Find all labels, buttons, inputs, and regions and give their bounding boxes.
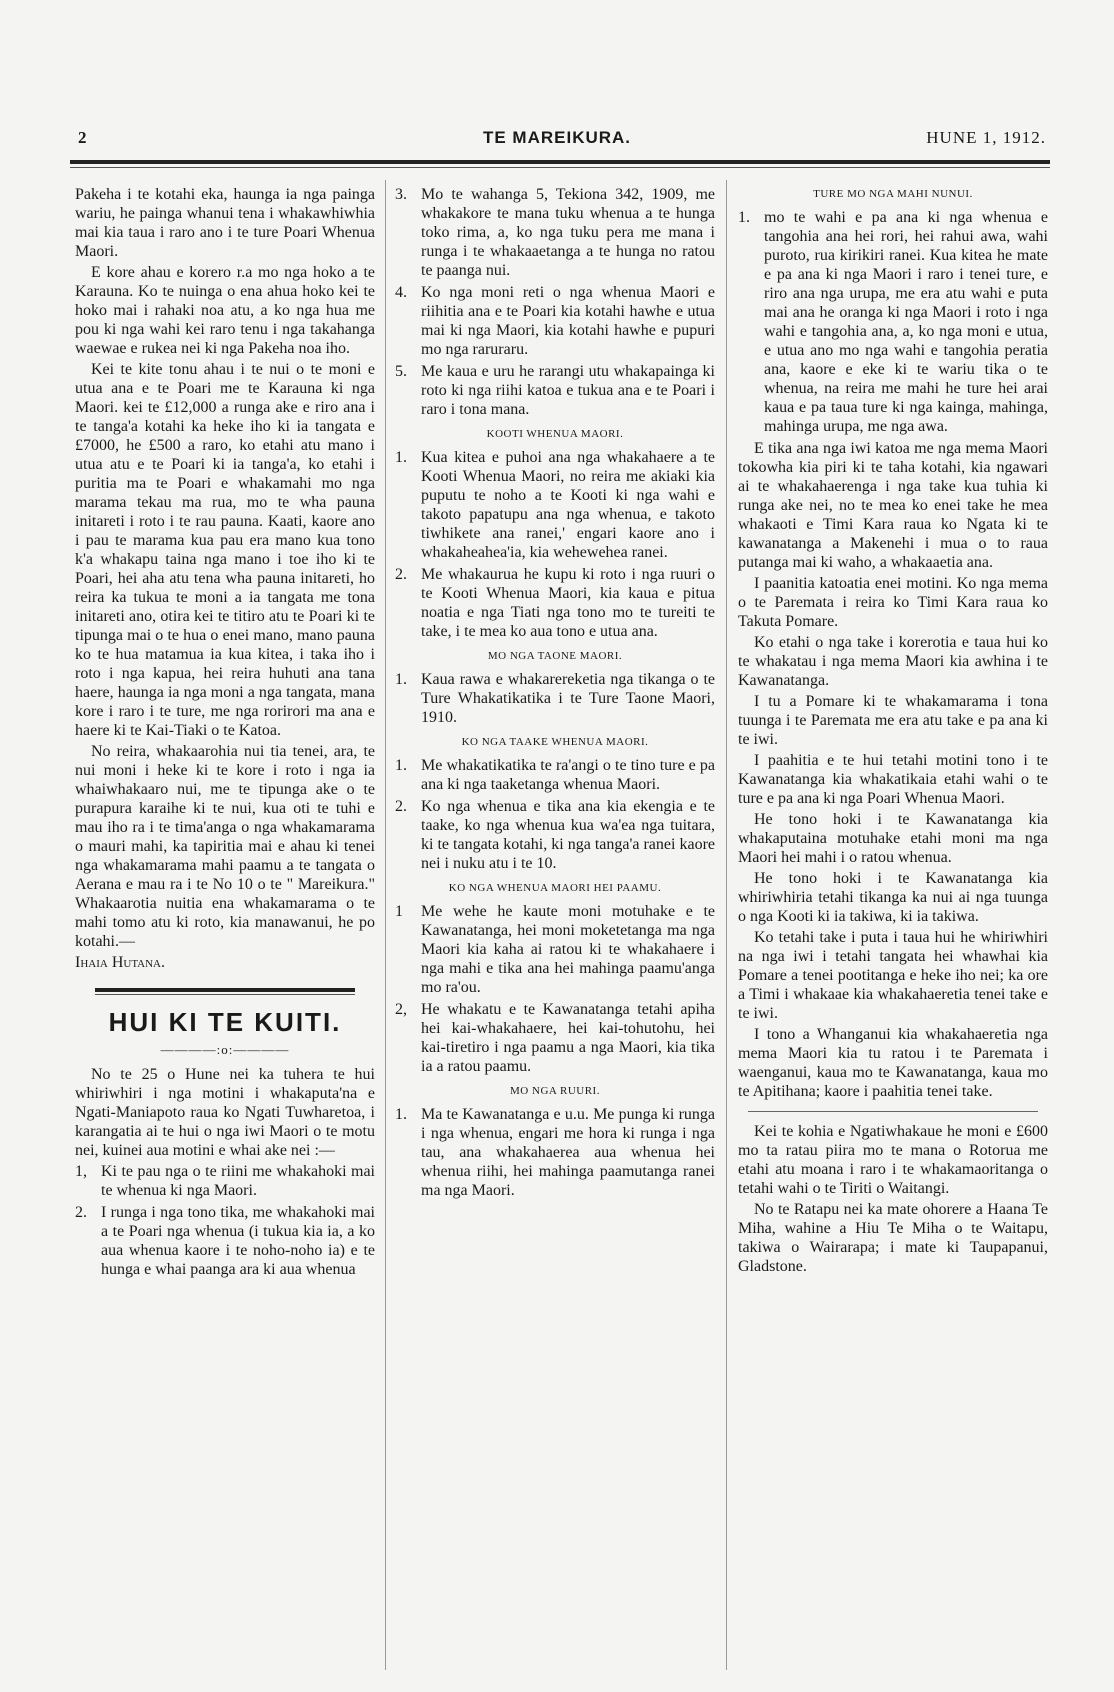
list-item: [395, 670, 715, 727]
list-item: [395, 185, 715, 280]
item-number: 1: [395, 903, 403, 920]
subsection-heading: TURE MO NGA MAHI NUNUI.: [813, 188, 973, 200]
article-paragraph: Ko tetahi take i puta i taua hui he whiriwhiri na nga iwi i tetahi tangata hei whawhai kia Pomare a tenei pootitanga e heke iho nei; ka ore a Timi i whakaae kia whakahaeretia tenei take e te iwi.: [738, 929, 1048, 1022]
list-item: [395, 902, 715, 997]
item-number: 1.: [395, 1106, 407, 1123]
article-paragraph: Kei te kite tonu ahau i te nui o te moni e utua ana e te Poari me te Karauna ki nga Maori. kei te £12,000 a runga ake e riro ana i te tanga'a kotahi ka heke iho ki ia tangata e £7000, he £500 a raro, ko etahi atu mano i utua atu e te Poari ki ia tanga'a, ko etahi i puritia ma te Poari e whakamahi mo nga marama tekau ma rua, mo te wha pauna initareti i roto i te rau pauna. Kaati, kaore ano i pau te marama kua pau era mano kua tono k'a whakapu taina nga mano i toe iho ki te Poari, hei aha atu tena wha pauna initareti, ho reira ka tukua te moni a ia tangata me tona initareti ano, otira kei te titiro atu te Poari ki te tipunga mai o te hua o enei mano, mano pauna ko te hua matamua ia kua kitea, i taka iho i roto i nga kapua, hei reira huhuti ana tana haere, haunga ia nga moni a nga tangata, mana kore i raro i te ture, me nga rorirori ma ana e haere ki te Kai-Tiaki o te Katoa.: [75, 361, 375, 739]
list-item: [395, 283, 715, 359]
newspaper-title: TE MAREIKURA.: [482, 128, 632, 147]
item-text: I runga i nga tono tika, me whakahoki mai a te Poari nga whenua (i tukua kia ia, a ko aua whenua kaore i te noho-noho ia) e te hunga e whai paanga ara ki aua whenua: [101, 1204, 375, 1278]
list-item: [395, 756, 715, 794]
article-paragraph: I tono a Whanganui kia whakahaeretia nga mema Maori kia tu ratou i te Paremata i waenganui, kaua mo te Kawanatanga, kaua mo te Apitihana; kaore i paahitia tenei take.: [738, 1026, 1048, 1100]
subsection-heading: MO NGA TAONE MAORI.: [487, 650, 623, 662]
article-paragraph: He tono hoki i te Kawanatanga kia whiriwhiria tetahi tikanga ka nui ai nga tuunga o nga Kooti ki ia takiwa, ki ia takiwa.: [738, 870, 1048, 925]
item-text: Me whakatikatika te ra'angi o te tino ture e pa ana ki nga taaketanga whenua Maori.: [421, 757, 715, 793]
list-item: [395, 448, 715, 562]
article-paragraph: No te 25 o Hune nei ka tuhera te hui whiriwhiri i nga motini i whakaputa'na e Ngati-Maniapoto raua ko Ngati Tuwharetoa, i karangatia ai te hui o nga iwi Maori o te motu nei, kuinei aua motini e whai ake nei :—: [75, 1066, 375, 1159]
header-rule-thin: [70, 167, 1050, 168]
item-number: 1.: [395, 757, 407, 774]
list-item: [395, 565, 715, 641]
item-number: 2.: [395, 566, 407, 583]
item-text: Ma te Kawanatanga e u.u. Me punga ki runga i nga whenua, engari me hora ki runga i nga tau, ana whakahaerea aua whenua hei whenua riihi, hei mahinga paamutanga ranei ma nga Maori.: [421, 1106, 715, 1199]
item-text: Ki te pau nga o te riini me whakahoki mai te whenua ki nga Maori.: [101, 1163, 375, 1199]
issue-date: HUNE 1, 1912.: [926, 128, 1046, 147]
section-rule-thick: [95, 988, 355, 992]
list-item: [75, 1162, 375, 1200]
column-1: [75, 185, 375, 1282]
section-rule-thin: [95, 994, 355, 995]
item-text: Me kaua e uru he rarangi utu whakapainga ki roto ki nga riihi katoa e tukua ana e te Poari i raro i tona mana.: [421, 363, 715, 418]
item-text: Mo te wahanga 5, Tekiona 342, 1909, me whakakore te mana tuku whenua a te hunga toko rima, a, ko nga tuku pera me mana i runga i te whakaaetanga a te hunga no ratou te paanga nui.: [421, 186, 715, 279]
headline-ornament: ————:o:————: [160, 1042, 290, 1057]
item-text: Ko nga whenua e tika ana kia ekengia e te taake, ko nga whenua kua wa'ea nga tuitara, ki te tangata kotahi, ki nga tanga'a ranei kaore nei i nuku atu i te 10.: [421, 798, 715, 872]
subsection-heading: KO NGA WHENUA MAORI HEI PAAMU.: [448, 882, 662, 894]
item-text: Me wehe he kaute moni motuhake e te Kawanatanga, hei moni moketetanga ma nga Maori kia kaha ai ratou ki te whakahaere i nga mahi e tika ana hei mahinga paamu'anga mo ra'ou.: [421, 903, 715, 996]
article-paragraph: No te Ratapu nei ka mate ohorere a Haana Te Miha, wahine a Hiu Te Miha o te Waitapu, takiwa o Wairarapa; i mate ki Taupapanui, Gladstone.: [738, 1201, 1048, 1275]
list-item: [395, 797, 715, 873]
item-text: Me whakaurua he kupu ki roto i nga ruuri o te Kooti Whenua Maori, kia kaua e pitua noatia e nga Tiati nga tono mo te tureiti te take, i te mea ko aua tono e utua ana.: [421, 566, 715, 640]
item-number: 3.: [395, 186, 407, 203]
article-paragraph: Ko etahi o nga take i korerotia e taua hui ko te whakatau i nga mema Maori kia awhina i te Kawanatanga.: [738, 634, 1048, 689]
section-rule: [748, 1111, 1038, 1112]
item-number: 2.: [75, 1204, 87, 1221]
item-text: Ko nga moni reti o nga whenua Maori e riihitia ana e te Poari kia kotahi hawhe e utua mai ki nga Maori, kia kotahi hawhe e pupuri mo nga raruraru.: [421, 284, 715, 358]
author-signature: Ihaia Hutana.: [75, 954, 165, 971]
item-text: mo te wahi e pa ana ki nga whenua e tangohia ana hei rori, hei rahui awa, wahi puroto, rua kirikiri ranei. Kua kitea he mate e pa ana ki nga Maori i raro i tenei ture, e riro ana nga urupa, me era atu wahi e puta mai ana he oranga ki nga Maori i roto i nga wahi e tangohia ana, a, ko nga moni e utua, e utua ano mo nga wahi e tangohia peratia ana, kaore e eke ki te wariu tika o te whenua, na reira me mahi he ture hei arai kaua e pa taua ture ki nga kainga, mahinga, mahinga urupa, me nga awa.: [764, 209, 1048, 435]
item-number: 1,: [75, 1163, 87, 1180]
article-paragraph: Pakeha i te kotahi eka, haunga ia nga painga wariu, he painga whanui tena i whakawhiwhia mai kia taua i raro ano i te ture Poari Whenua Maori.: [75, 186, 375, 260]
column-2: [395, 185, 715, 1203]
item-text: Kua kitea e puhoi ana nga whakahaere a te Kooti Whenua Maori, no reira me akiaki kia puputu te noho a te Kooti ki nga wahi e takoto papatupu ana nga whenua, e takoto tiwhikete ana ranei,' engari kaore ano i whakaheahea'ia, kia wehewehea ranei.: [421, 449, 715, 561]
list-item: [738, 208, 1048, 436]
page-number: 2: [78, 128, 87, 147]
item-number: 1.: [395, 449, 407, 466]
item-number: 1.: [395, 671, 407, 688]
article-headline: HUI KI TE KUITI.: [108, 1007, 342, 1037]
article-paragraph: I tu a Pomare ki te whakamarama i tona tuunga i te Paremata me era atu take e pa ana ki te iwi.: [738, 693, 1048, 748]
article-paragraph: I paahitia e te hui tetahi motini tono i te Kawanatanga kia whakatikaia etahi wahi o te ture e pa ana ki nga Poari Whenua Maori.: [738, 752, 1048, 807]
item-number: 5.: [395, 363, 407, 380]
item-number: 4.: [395, 284, 407, 301]
item-number: 2.: [395, 798, 407, 815]
item-text: He whakatu e te Kawanatanga tetahi apiha hei kai-whakahaere, hei kai-tohutohu, hei kai-tiretiro i nga paamu a nga Maori, kia tika ia a ratou paamu.: [421, 1001, 715, 1075]
article-paragraph: No reira, whakaarohia nui tia tenei, ara, te nui moni i heke ki te kore i roto i nga ia whaiwhakaaro nui, me te tipunga ake o te purapura karaihe ki te nui, kua oti te tuhi e mau iho ra i te tima'anga o nga whakamarama o mauri mahi, ka tapiritia mai e ahau ki tenei nga whakamarama mahi paamu a te tangata o Aerana e mau ra i te No 10 o te " Mareikura." Whakaarotia nuitia ena whakamarama o te mahi tomo atu ki roto, kia manawanui, he po kotahi.—: [75, 743, 375, 950]
list-item: [75, 1203, 375, 1279]
header-rule-thick: [70, 160, 1050, 164]
item-number: 2,: [395, 1001, 407, 1018]
page-header: [0, 128, 1114, 158]
column-3: [738, 185, 1048, 1278]
article-paragraph: Kei te kohia e Ngatiwhakaue he moni e £600 mo ta ratau piira mo te mana o Rotorua me etahi atu moana i raro i te whakamaoritanga o tetahi wahi o te Tiriti o Waitangi.: [738, 1123, 1048, 1197]
article-paragraph: E tika ana nga iwi katoa me nga mema Maori tokowha kia piri ki te taha kotahi, kia ngawari ai te whakahaerenga i nga take kua tuhia ki runga ake nei, no te mea ko enei take he mea whakaoti e Timi Kara raua ko Ngata ki te kawanatanga a Makenehi i mua o to raua putanga mai ki waho, a whakaaetia ana.: [738, 440, 1048, 571]
subsection-heading: MO NGA RUURI.: [510, 1085, 600, 1097]
subsection-heading: KO NGA TAAKE WHENUA MAORI.: [461, 736, 649, 748]
column-divider-2: [726, 180, 727, 1670]
column-divider-1: [385, 180, 386, 1670]
article-paragraph: I paanitia katoatia enei motini. Ko nga mema o te Paremata i reira ko Timi Kara raua ko Takuta Pomare.: [738, 575, 1048, 630]
item-number: 1.: [738, 209, 750, 226]
article-paragraph: He tono hoki i te Kawanatanga kia whakaputaina motuhake etahi moni ma nga Maori hei mahi i o ratou whenua.: [738, 811, 1048, 866]
list-item: [395, 1000, 715, 1076]
list-item: [395, 1105, 715, 1200]
article-paragraph: E kore ahau e korero r.a mo nga hoko a te Karauna. Ko te nuinga o ena ahua hoko kei te hoko mai i rahaki noa atu, a ko nga hua me pou ki nga wahi kei raro tenu i nga takahanga waewae e rukea nei ki nga Pakeha noa iho.: [75, 264, 375, 357]
list-item: [395, 362, 715, 419]
subsection-heading: KOOTI WHENUA MAORI.: [486, 428, 624, 440]
item-text: Kaua rawa e whakarereketia nga tikanga o te Ture Whakatikatika i te Ture Taone Maori, 1910.: [421, 671, 715, 726]
